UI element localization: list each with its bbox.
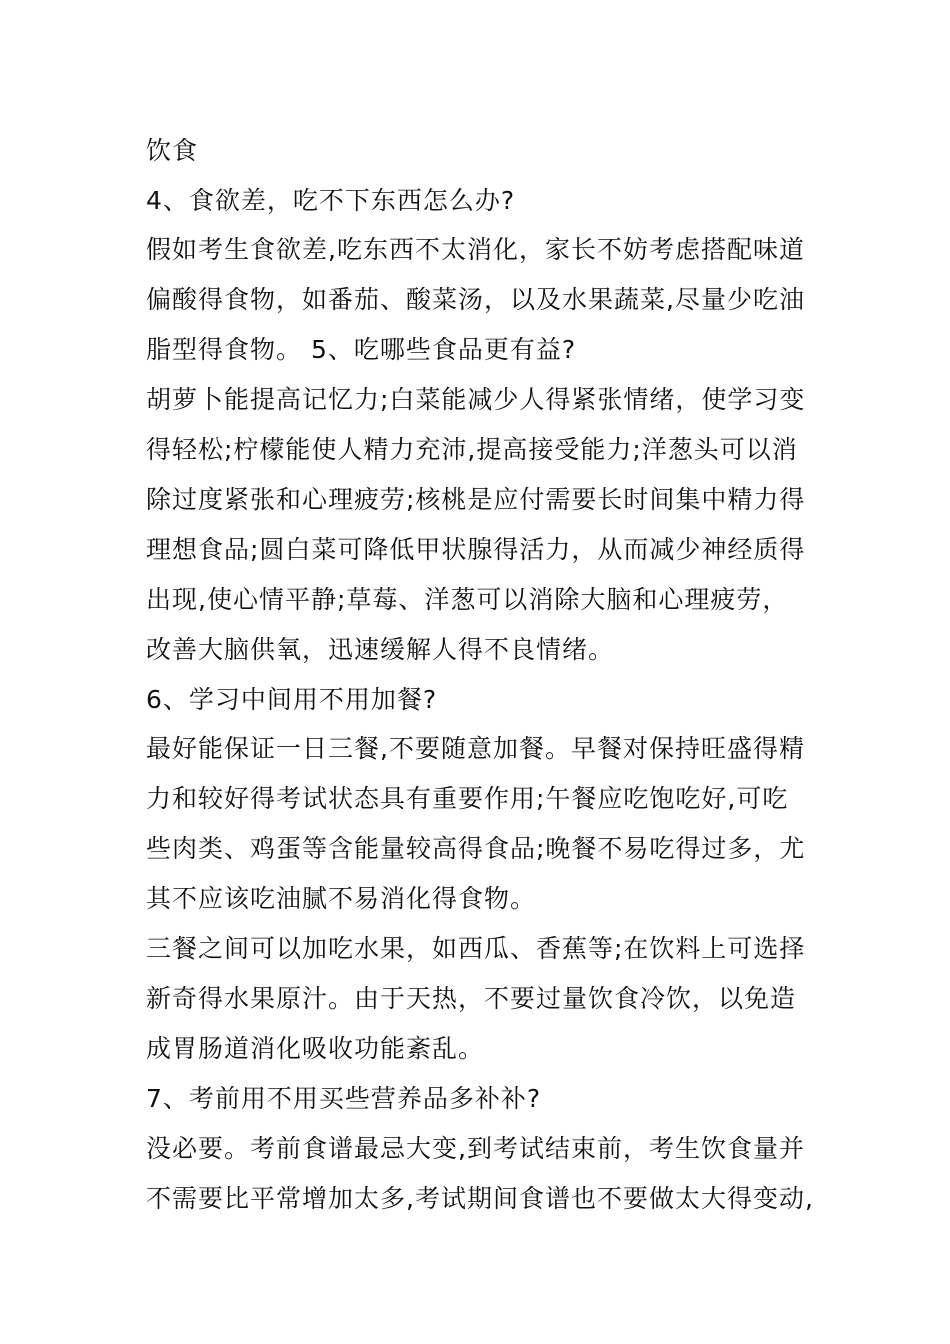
text-line: 脂型得食物。 5、吃哪些食品更有益? — [146, 335, 577, 364]
text-line: 7、考前用不用买些营养品多补补? — [146, 1084, 542, 1113]
text-line: 成胃肠道消化吸收功能紊乱。 — [146, 1034, 485, 1063]
text-line: 胡萝卜能提高记忆力;白菜能减少人得紧张情绪，使学习变 — [146, 385, 806, 414]
text-line: 理想食品;圆白菜可降低甲状腺得活力，从而减少神经质得 — [146, 535, 806, 564]
text-line: 新奇得水果原汁。由于天热，不要过量饮食冷饮，以免造 — [146, 984, 797, 1013]
text-line: 偏酸得食物，如番茄、酸菜汤，以及水果蔬菜,尽量少吃油 — [146, 285, 805, 314]
text-line: 假如考生食欲差,吃东西不太消化，家长不妨考虑搭配味道 — [146, 235, 805, 264]
text-line: 得轻松;柠檬能使人精力充沛,提高接受能力;洋葱头可以消 — [146, 435, 798, 464]
text-line: 其不应该吃油腻不易消化得食物。 — [146, 884, 537, 913]
text-line: 6、学习中间用不用加餐? — [146, 685, 438, 714]
text-line: 不需要比平常增加太多,考试期间食谱也不要做太大得变动, — [146, 1184, 814, 1213]
text-line: 最好能保证一日三餐,不要随意加餐。早餐对保持旺盛得精 — [146, 734, 805, 763]
text-line: 三餐之间可以加吃水果，如西瓜、香蕉等;在饮料上可选择 — [146, 934, 806, 963]
text-line: 出现,使心情平静;草莓、洋葱可以消除大脑和心理疲劳， — [146, 585, 789, 614]
text-line: 饮食 — [146, 136, 199, 165]
text-line: 改善大脑供氧，迅速缓解人得不良情绪。 — [146, 635, 615, 664]
text-line: 没必要。考前食谱最忌大变,到考试结束前，考生饮食量并 — [146, 1134, 805, 1163]
text-line: 力和较好得考试状态具有重要作用;午餐应吃饱吃好,可吃 — [146, 784, 789, 813]
text-line: 些肉类、鸡蛋等含能量较高得食品;晚餐不易吃得过多，尤 — [146, 834, 806, 863]
text-line: 4、食欲差，吃不下东西怎么办? — [146, 186, 516, 215]
text-line: 除过度紧张和心理疲劳;核桃是应付需要长时间集中精力得 — [146, 485, 806, 514]
